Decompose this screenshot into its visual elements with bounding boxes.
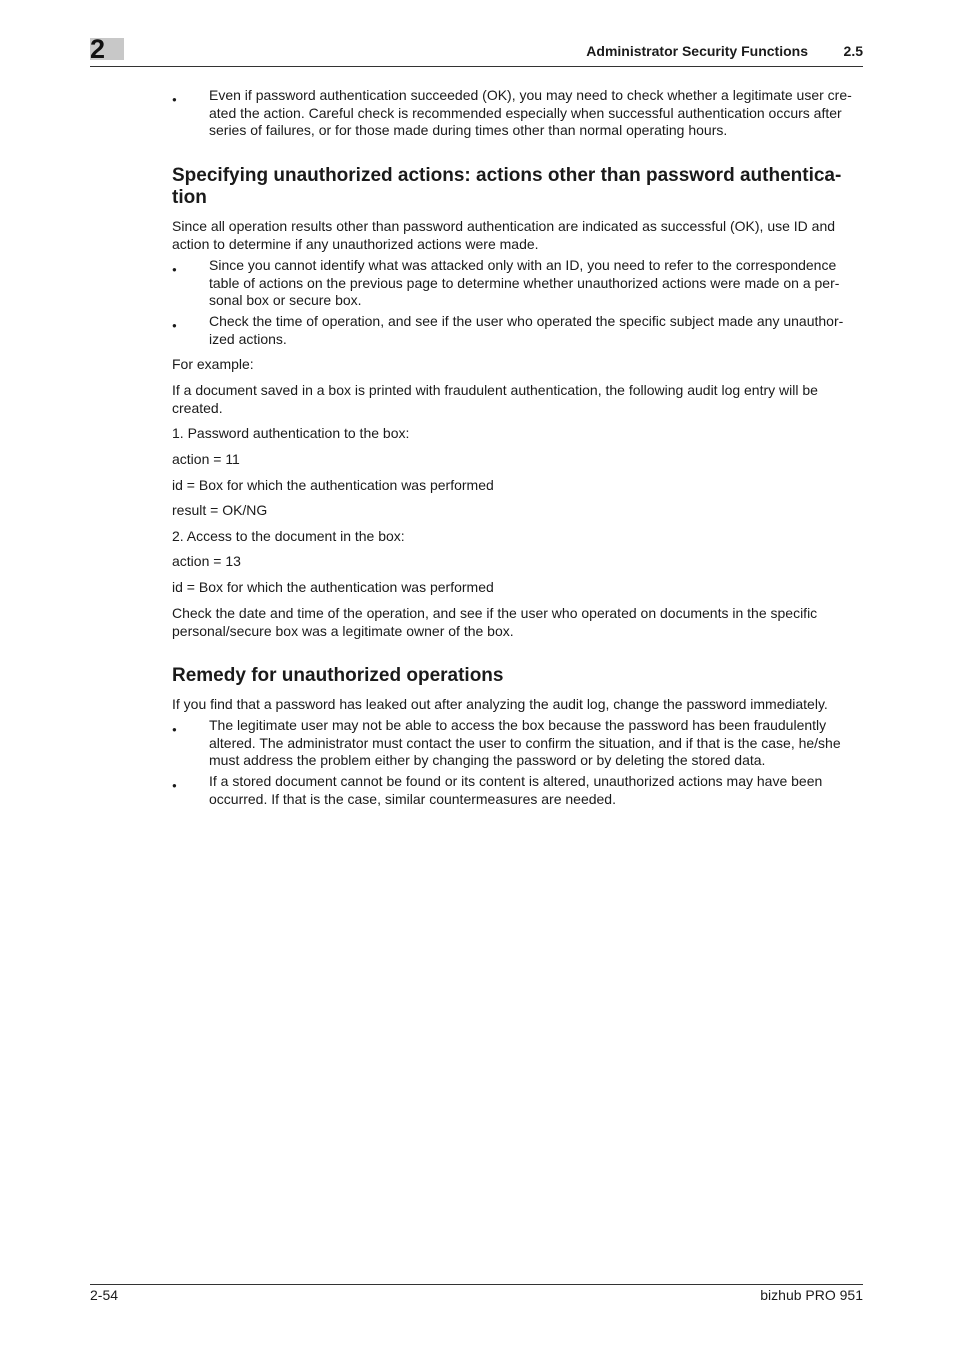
footer-rule [90, 1284, 863, 1285]
bullet-text: The legitimate user may not be able to access the box because the password has been fraudulently altered. The administrator must contact the user to confirm the situation, and if that is the case, he/she must address the problem either by changing the password or by deleting the stored data. [209, 717, 841, 768]
example-step-2: 2. Access to the document in the box: [172, 528, 405, 544]
section2-intro: If you find that a password has leaked out after analyzing the audit log, change the password immediately. [172, 696, 828, 712]
page-number: 2-54 [90, 1287, 119, 1303]
section1-conclusion: Check the date and time of the operation, and see if the user who operated on documents in the specific personal/secure box was a legitimate owner of the box. [172, 605, 818, 639]
example-step-1: 1. Password authentication to the box: [172, 425, 410, 441]
product-name: bizhub PRO 951 [760, 1287, 863, 1303]
bullet-text: Even if password authentication succeeded (OK), you may need to check whether a legitimate user cre- ated the action. Careful check is recommended especially when successful authentication occurs after series of failures, or for those made during times other than normal operating hours. [209, 87, 852, 138]
example-step-2-id: id = Box for which the authentication was performed [172, 579, 494, 595]
example-step-1-result: result = OK/NG [172, 502, 268, 518]
header-title: Administrator Security Functions [586, 43, 808, 59]
example-step-2-action: action = 13 [172, 553, 241, 569]
header-rule [90, 66, 863, 67]
bullet-text: Since you cannot identify what was attacked only with an ID, you need to refer to the correspondence table of actions on the previous page to determine whether unauthorized actions were made on a per- sonal box or secure box. [209, 257, 840, 308]
header-section-number: 2.5 [843, 43, 863, 59]
bullet-icon: ● [172, 725, 177, 734]
section-heading-remedy: Remedy for unauthorized operations [172, 665, 504, 686]
for-example-label: For example: [172, 356, 254, 372]
bullet-text: If a stored document cannot be found or its content is altered, unauthorized actions may have been occurred. If that is the case, similar countermeasures are needed. [209, 773, 823, 807]
bullet-icon: ● [172, 95, 177, 104]
bullet-icon: ● [172, 321, 177, 330]
bullet-text: Check the time of operation, and see if the user who operated the specific subject made any unauthor- ized actions. [209, 313, 844, 347]
section1-intro: Since all operation results other than password authentication are indicated as successful (OK), use ID and action to determine if any unauthorized actions were made. [172, 218, 836, 252]
example-step-1-id: id = Box for which the authentication was performed [172, 477, 494, 493]
example-intro: If a document saved in a box is printed with fraudulent authentication, the following audit log entry will be created. [172, 382, 818, 416]
bullet-icon: ● [172, 781, 177, 790]
chapter-number: 2 [90, 34, 106, 64]
example-step-1-action: action = 11 [172, 451, 240, 467]
section-heading-unauthorized-actions: Specifying unauthorized actions: actions other than password authentica- tion [172, 165, 842, 208]
bullet-icon: ● [172, 265, 177, 274]
